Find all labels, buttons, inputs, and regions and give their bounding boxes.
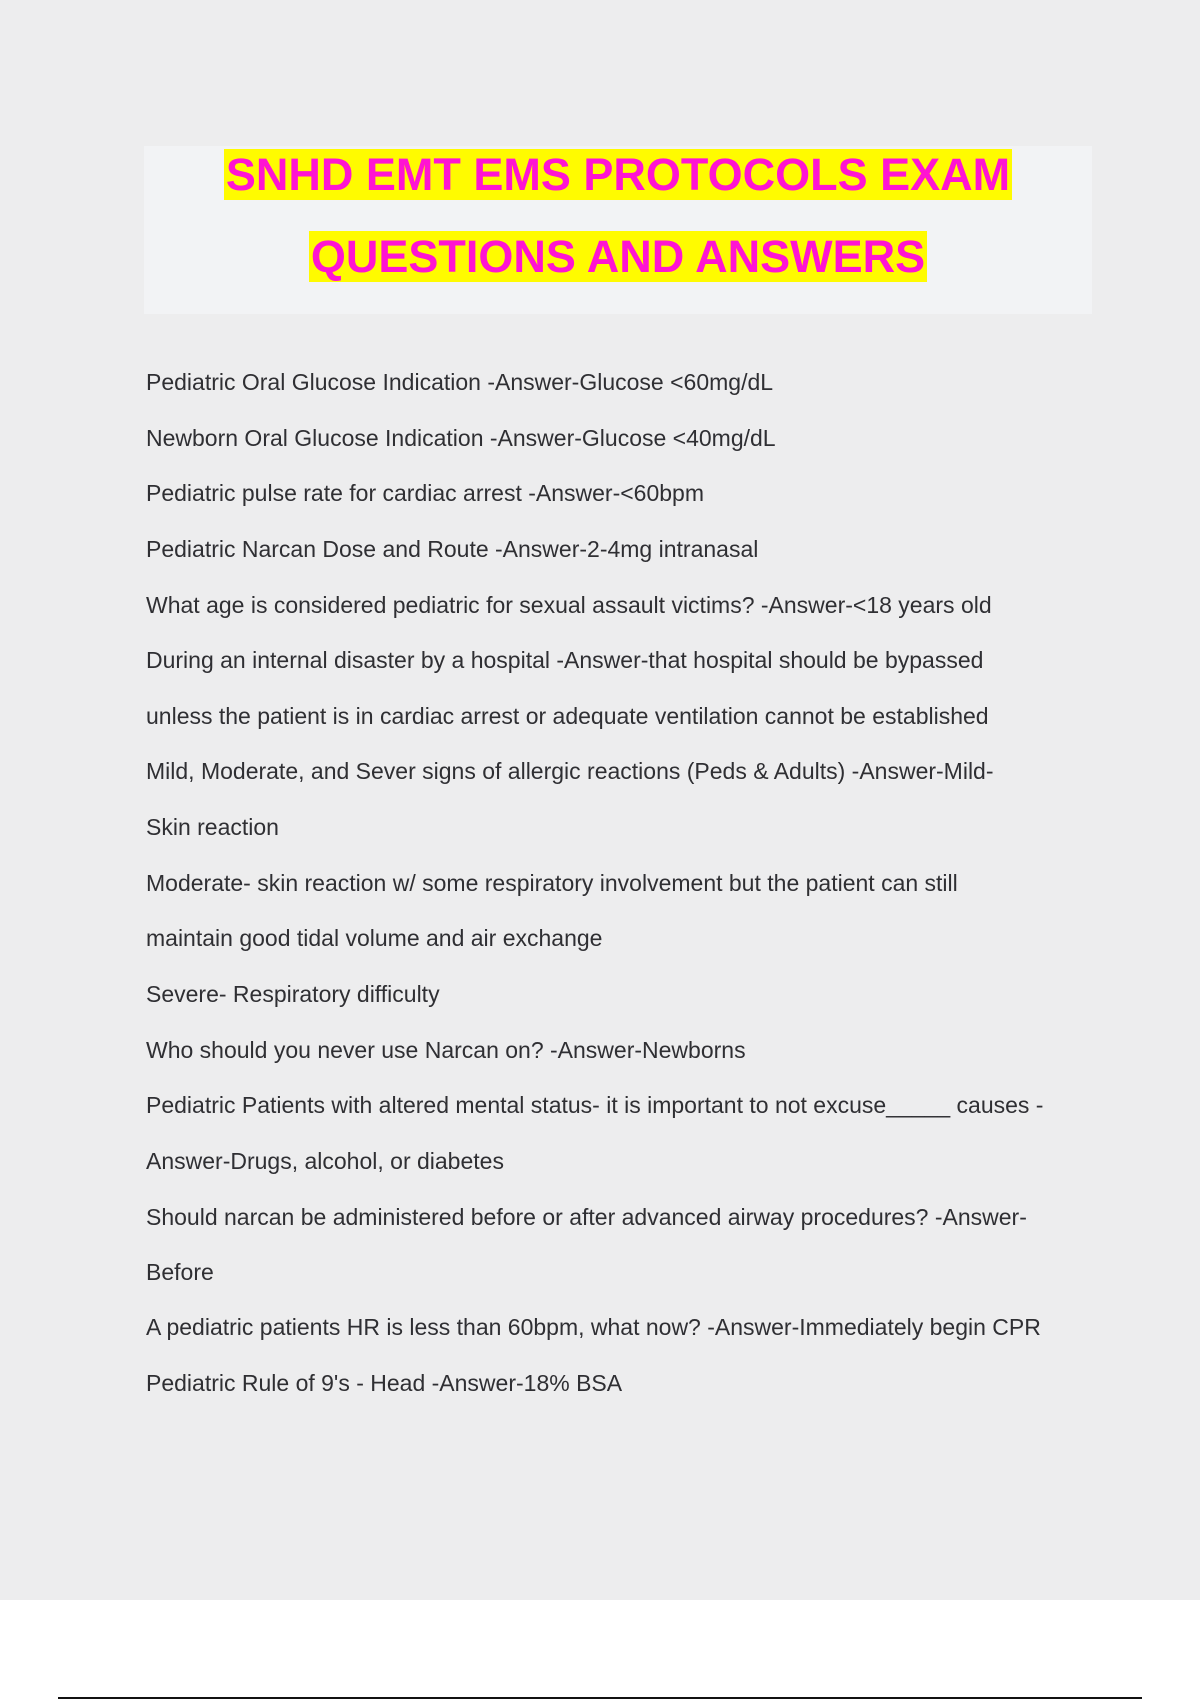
- qa-line: Newborn Oral Glucose Indication -Answer-Glucose <40mg/dL: [146, 425, 776, 451]
- qa-line: Answer-Drugs, alcohol, or diabetes: [146, 1148, 504, 1174]
- qa-line: Pediatric Rule of 9's - Head -Answer-18% BSA: [146, 1370, 623, 1396]
- document-title-line-1: SNHD EMT EMS PROTOCOLS EXAM: [225, 149, 1011, 200]
- qa-line: Pediatric pulse rate for cardiac arrest -Answer-<60bpm: [146, 480, 704, 506]
- qa-line: maintain good tidal volume and air exchange: [146, 925, 603, 951]
- qa-line: Mild, Moderate, and Sever signs of allergic reactions (Peds & Adults) -Answer-Mild-: [146, 758, 994, 784]
- qa-line: Should narcan be administered before or after advanced airway procedures? -Answer-: [146, 1204, 1027, 1230]
- qa-line: Skin reaction: [146, 814, 279, 840]
- qa-line: Pediatric Oral Glucose Indication -Answer-Glucose <60mg/dL: [146, 369, 774, 395]
- qa-line: Before: [146, 1259, 214, 1285]
- qa-line: Moderate- skin reaction w/ some respiratory involvement but the patient can still: [146, 870, 958, 896]
- qa-line: Who should you never use Narcan on? -Answer-Newborns: [146, 1037, 746, 1063]
- qa-line: During an internal disaster by a hospital -Answer-that hospital should be bypassed: [146, 647, 984, 673]
- qa-line: unless the patient is in cardiac arrest or adequate ventilation cannot be established: [146, 703, 989, 729]
- footer-divider: [58, 1697, 1142, 1699]
- qa-line: Pediatric Narcan Dose and Route -Answer-2-4mg intranasal: [146, 536, 759, 562]
- qa-line: What age is considered pediatric for sexual assault victims? -Answer-<18 years old: [146, 592, 992, 618]
- qa-line: Severe- Respiratory difficulty: [146, 981, 440, 1007]
- qa-line: Pediatric Patients with altered mental status- it is important to not excuse_____ causes -: [146, 1092, 1044, 1118]
- document-title-line-2: QUESTIONS AND ANSWERS: [310, 231, 926, 282]
- qa-line: A pediatric patients HR is less than 60bpm, what now? -Answer-Immediately begin CPR: [146, 1314, 1041, 1340]
